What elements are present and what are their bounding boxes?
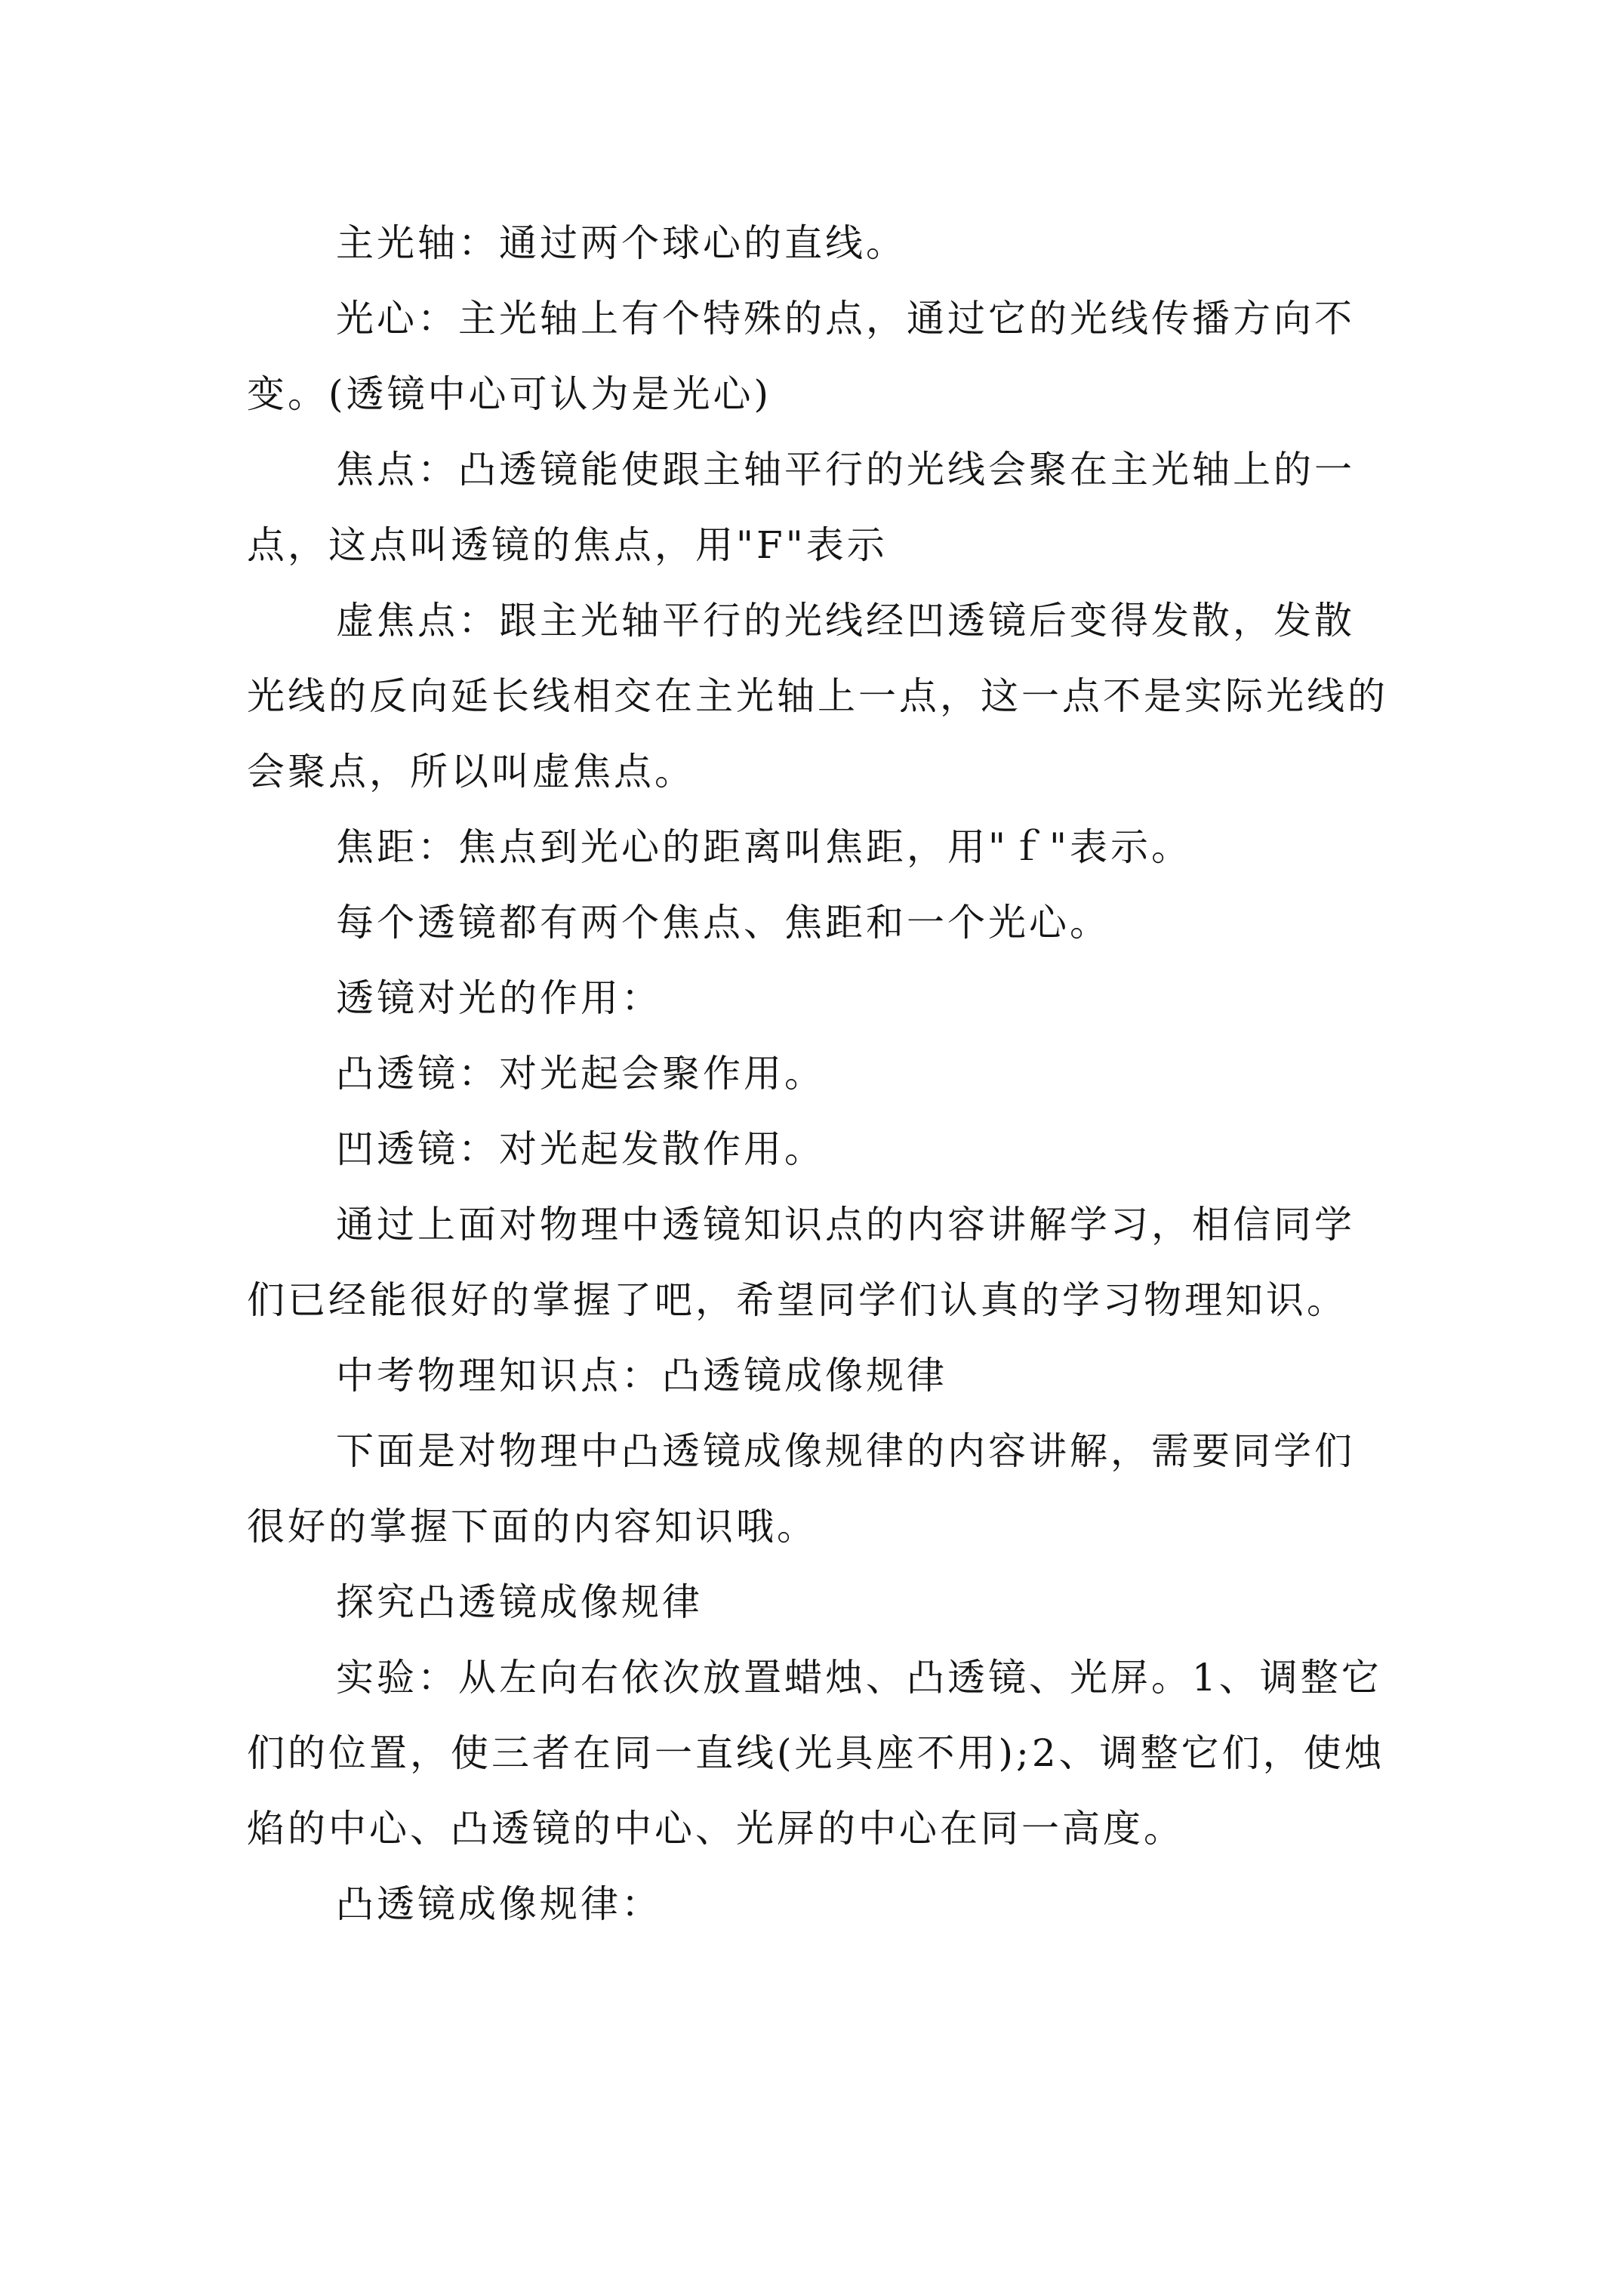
paragraph-virtual-focal-point: 虚焦点：跟主光轴平行的光线经凹透镜后变得发散，发散光线的反向延长线相交在主光轴上一点，这一点不是实际光线的会聚点，所以叫虚焦点。 (247, 599, 1388, 794)
paragraph-convex-lens-effect: 凸透镜：对光起会聚作用。 (336, 1052, 825, 1096)
paragraph-focal-point: 焦点：凸透镜能使跟主轴平行的光线会聚在主光轴上的一点，这点叫透镜的焦点，用"F"表示 (247, 448, 1355, 567)
paragraph-experiment: 实验：从左向右依次放置蜡烛、凸透镜、光屏。1、调整它们的位置，使三者在同一直线(光具座不用);2、调整它们，使烛焰的中心、凸透镜的中心、光屏的中心在同一高度。 (247, 1656, 1385, 1851)
section-heading-imaging-rules: 中考物理知识点：凸透镜成像规律 (336, 1354, 947, 1398)
paragraph-optical-center: 光心：主光轴上有个特殊的点，通过它的光线传播方向不变。(透镜中心可认为是光心) (247, 297, 1355, 416)
paragraph-lens-summary: 每个透镜都有两个焦点、焦距和一个光心。 (336, 901, 1110, 945)
paragraph-imaging-intro: 下面是对物理中凸透镜成像规律的内容讲解，需要同学们很好的掌握下面的内容知识哦。 (247, 1429, 1355, 1549)
paragraph-lens-effect-heading: 透镜对光的作用： (336, 976, 662, 1020)
paragraph-focal-length: 焦距：焦点到光心的距离叫焦距，用"ｆ"表示。 (336, 825, 1192, 869)
document-body (247, 205, 1394, 1942)
paragraph-conclusion: 通过上面对物理中透镜知识点的内容讲解学习，相信同学们已经能很好的掌握了吧，希望同学们认真的学习物理知识。 (247, 1203, 1355, 1322)
paragraph-concave-lens-effect: 凹透镜：对光起发散作用。 (336, 1127, 825, 1171)
paragraph-main-optical-axis: 主光轴：通过两个球心的直线。 (336, 221, 907, 265)
paragraph-imaging-rules-label: 凸透镜成像规律： (336, 1882, 662, 1926)
paragraph-explore-heading: 探究凸透镜成像规律 (336, 1580, 703, 1624)
